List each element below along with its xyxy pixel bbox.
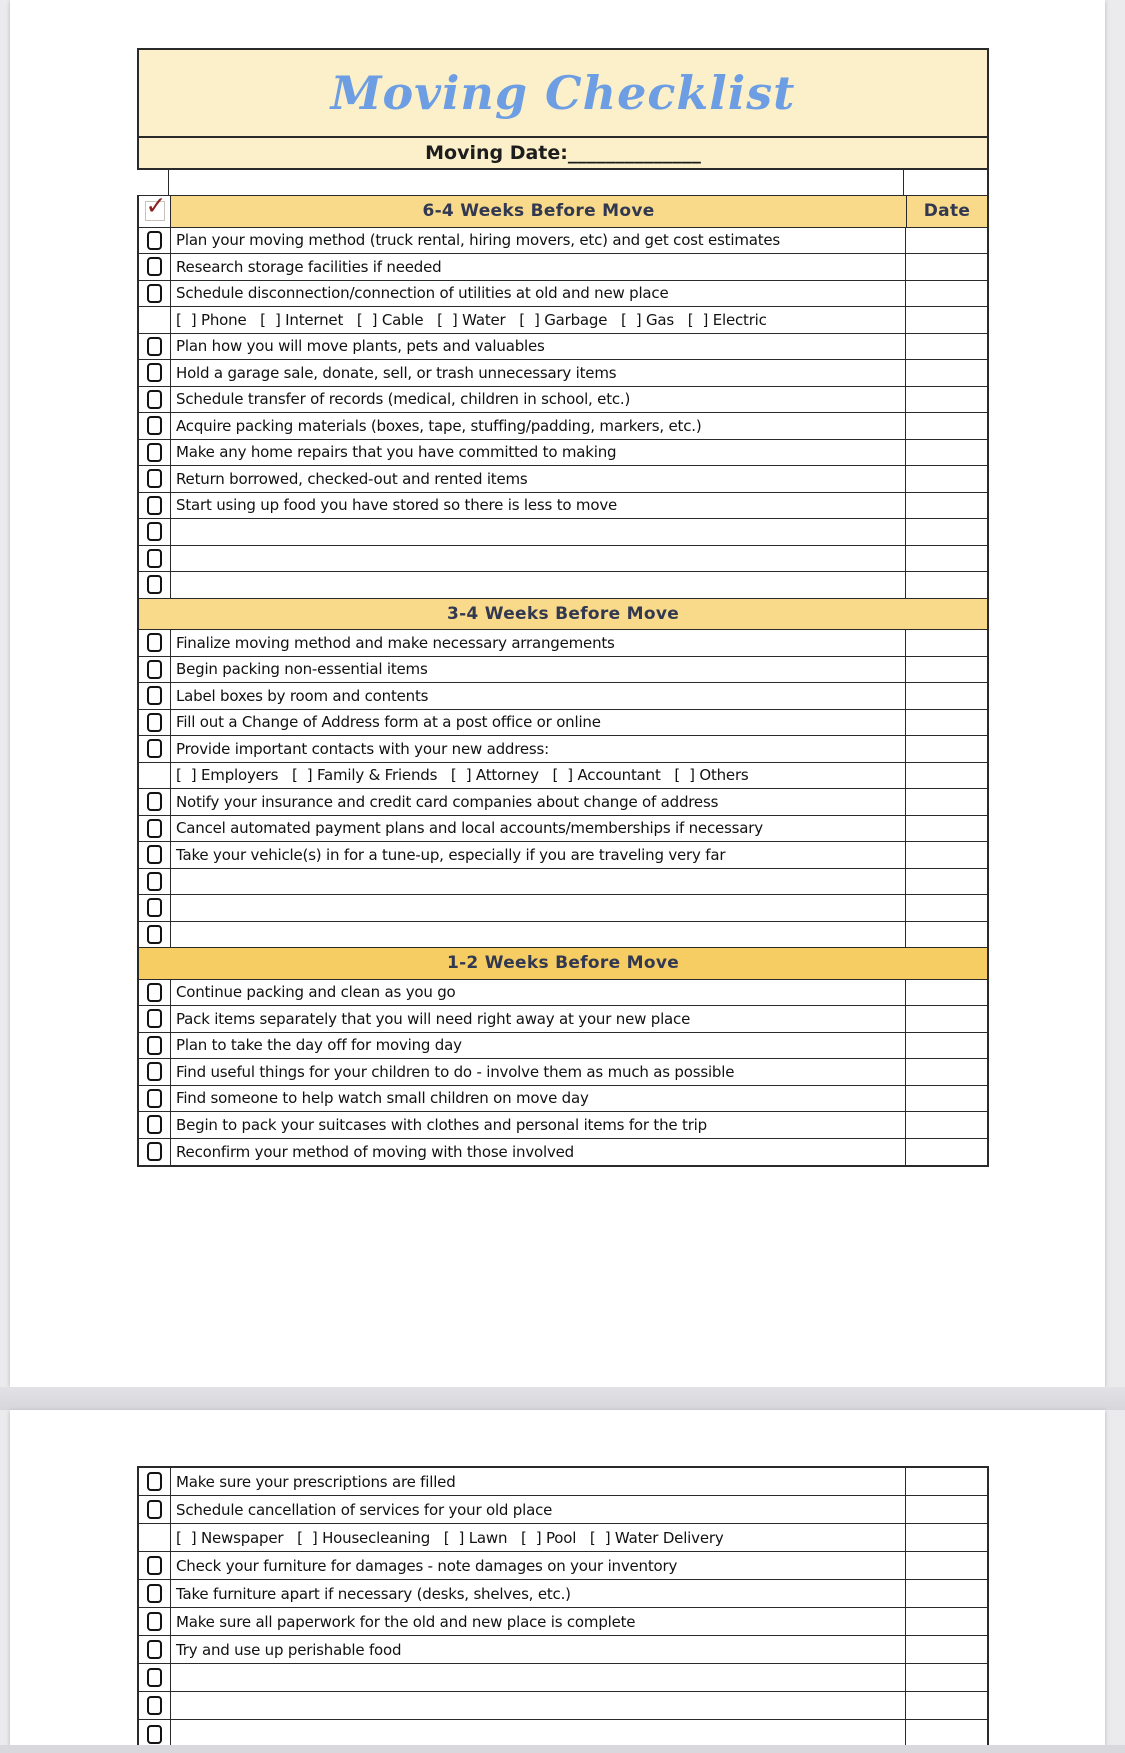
task-label [171,869,906,895]
date-cell [906,630,987,656]
checkbox[interactable] [147,1612,162,1631]
checklist-row [139,1112,987,1139]
checklist-row [139,657,987,684]
checklist-row [139,572,987,599]
task-label: Hold a garage sale, donate, sell, or trash unnecessary items [171,360,906,386]
checkbox[interactable] [147,443,162,462]
checkbox[interactable] [147,522,162,541]
task-label: Plan your moving method (truck rental, hiring movers, etc) and get cost estimates [171,228,906,254]
task-label [171,1692,906,1719]
date-cell [906,922,987,948]
date-cell [906,736,987,762]
checkbox[interactable] [147,284,162,303]
task-label: Pack items separately that you will need right away at your new place [171,1006,906,1032]
date-cell [906,1139,987,1166]
checkbox[interactable] [147,739,162,758]
checkbox-cell [139,440,171,466]
checklist-row [139,1496,987,1524]
moving-checklist-table-page2 [137,1466,989,1750]
task-label: Make any home repairs that you have committed to making [171,440,906,466]
checklist-row [139,519,987,546]
date-cell [906,657,987,683]
task-label: Research storage facilities if needed [171,254,906,280]
checklist-row [139,842,987,869]
checkbox[interactable] [147,1472,162,1491]
checkbox[interactable] [147,1584,162,1603]
checkbox-cell [139,657,171,683]
task-label: Try and use up perishable food [171,1636,906,1663]
check-column-header-cell [139,191,171,227]
checkbox-cell [139,789,171,815]
section-title: 6-4 Weeks Before Move [422,201,655,222]
checkbox[interactable] [147,469,162,488]
checkbox[interactable] [147,1036,162,1055]
page-2 [10,1410,1105,1753]
task-label: Label boxes by room and contents [171,683,906,709]
page-1 [10,0,1105,1387]
date-cell [906,1006,987,1032]
checkbox-cell [139,1006,171,1032]
checklist-row [139,683,987,710]
date-column-header [906,196,987,227]
checklist-row [139,440,987,467]
date-cell [906,1636,987,1663]
date-cell [906,1580,987,1607]
task-label: Start using up food you have stored so there is less to move [171,493,906,519]
task-label: Return borrowed, checked-out and rented items [171,466,906,492]
task-label: Schedule disconnection/connection of utilities at old and new place [171,281,906,307]
checkbox[interactable] [147,1009,162,1028]
checklist-row [139,334,987,361]
checklist-row [139,710,987,737]
checkbox-cell [139,228,171,254]
checkbox-cell [139,1496,171,1523]
checklist-row [139,1580,987,1608]
checklist-row [139,1608,987,1636]
checklist-row [139,736,987,763]
page-gap [0,1387,1125,1410]
task-label: Provide important contacts with your new address: [171,736,906,762]
date-cell [906,1524,987,1551]
task-label: Take your vehicle(s) in for a tune-up, especially if you are traveling very far [171,842,906,868]
task-label [171,572,906,598]
date-cell [906,1468,987,1495]
checkbox-cell [139,546,171,572]
checkbox[interactable] [147,872,162,891]
date-cell [906,816,987,842]
checklist-row [139,630,987,657]
checkbox[interactable] [147,1062,162,1081]
checklist-row [139,281,987,308]
checkbox-cell [139,842,171,868]
checkbox-cell [139,387,171,413]
date-cell [906,334,987,360]
section-header-3-4-weeks-before-move [139,599,987,631]
date-cell [906,1496,987,1523]
date-cell [906,869,987,895]
checklist-title: Moving Checklist [330,66,796,120]
checklist-row [139,789,987,816]
checkbox-cell [139,1139,171,1166]
date-cell [906,1720,987,1748]
date-cell [906,842,987,868]
checkbox-cell [139,413,171,439]
checkbox[interactable] [147,1640,162,1659]
checkbox[interactable] [147,819,162,838]
checkbox[interactable] [147,660,162,679]
checklist-row [139,1006,987,1033]
date-cell [906,1059,987,1085]
checkbox-cell [139,1086,171,1112]
checkbox-cell [139,1664,171,1691]
task-label: Find someone to help watch small children on move day [171,1086,906,1112]
task-label: Make sure all paperwork for the old and new place is complete [171,1608,906,1635]
date-cell [906,228,987,254]
task-label: Plan to take the day off for moving day [171,1033,906,1059]
title-banner [137,48,989,138]
checklist-row [139,1720,987,1748]
date-cell [906,440,987,466]
task-label [171,519,906,545]
checkbox-cell [139,1692,171,1719]
checklist-sections [137,191,989,1167]
checkbox[interactable] [147,416,162,435]
red-check-icon: ✓ [145,191,167,221]
checkbox[interactable] [147,337,162,356]
date-cell [906,763,987,789]
checkbox-cell [139,1524,171,1551]
checkbox[interactable] [147,1725,162,1744]
checklist-row [139,1033,987,1060]
checklist-row [139,980,987,1007]
checkbox[interactable] [147,792,162,811]
checkbox-cell [139,1059,171,1085]
checkbox[interactable] [147,363,162,382]
task-label: Make sure your prescriptions are filled [171,1468,906,1495]
checkbox[interactable] [147,496,162,515]
spacer-date-cell [904,170,987,195]
checklist-row [139,228,987,255]
task-label [171,895,906,921]
section-title: 1-2 Weeks Before Move [446,953,680,974]
task-label: Fill out a Change of Address form at a post office or online [171,710,906,736]
date-cell [906,1112,987,1138]
checkbox-cell [139,572,171,598]
date-cell [906,387,987,413]
checkbox-cell [139,334,171,360]
checkbox[interactable] [147,1500,162,1519]
date-cell [906,1033,987,1059]
date-cell [906,493,987,519]
date-cell [906,360,987,386]
task-label [171,546,906,572]
task-label: Schedule cancellation of services for your old place [171,1496,906,1523]
checklist-row [139,1059,987,1086]
task-label [171,1720,906,1748]
task-label: Plan how you will move plants, pets and valuables [171,334,906,360]
checklist-row [139,466,987,493]
task-label: Cancel automated payment plans and local accounts/memberships if necessary [171,816,906,842]
checkbox[interactable] [147,633,162,652]
checkbox-cell [139,466,171,492]
checklist-row [139,254,987,281]
checklist-row [139,1086,987,1113]
checkbox-cell [139,1608,171,1635]
checklist-row [139,387,987,414]
task-label: Finalize moving method and make necessary arrangements [171,630,906,656]
date-cell [906,307,987,333]
moving-checklist-table-page1 [137,48,989,1167]
checklist-row [139,763,987,790]
checkbox-cell [139,1033,171,1059]
checkbox-cell [139,254,171,280]
checkbox-cell [139,630,171,656]
checkbox[interactable] [147,257,162,276]
date-cell [906,572,987,598]
checkbox[interactable] [147,898,162,917]
checklist-row [139,1636,987,1664]
checkbox-cell [139,1112,171,1138]
checkbox-cell [139,816,171,842]
date-cell [906,519,987,545]
checkbox-cell [139,736,171,762]
checklist-row [139,922,987,949]
date-cell [906,710,987,736]
checkbox[interactable] [147,1089,162,1108]
checkbox[interactable] [147,575,162,594]
checklist-row [139,413,987,440]
checkbox-cell [139,980,171,1006]
spacer-row [137,170,989,195]
checklist-row [139,1664,987,1692]
date-cell [906,895,987,921]
section-title: 3-4 Weeks Before Move [446,603,680,624]
task-label: Begin to pack your suitcases with clothes and personal items for the trip [171,1112,906,1138]
checkbox-cell [139,1580,171,1607]
date-cell [906,254,987,280]
checkbox[interactable] [147,686,162,705]
checklist-row [139,1139,987,1166]
task-label: [ ] Phone [ ] Internet [ ] Cable [ ] Water [ ] Garbage [ ] Gas [ ] Electric [171,307,906,333]
checklist-row [139,493,987,520]
checkbox[interactable] [147,983,162,1002]
task-label: Begin packing non-essential items [171,657,906,683]
checklist-row [139,869,987,896]
moving-date-field: Moving Date:______________ [425,142,701,164]
section-header-1-2-weeks-before-move [139,948,987,980]
task-label: [ ] Employers [ ] Family & Friends [ ] Attorney [ ] Accountant [ ] Others [171,763,906,789]
checkbox-cell [139,922,171,948]
checkbox-cell [139,710,171,736]
checkbox-cell [139,1468,171,1495]
date-cell [906,466,987,492]
checklist-row [139,360,987,387]
task-label: Find useful things for your children to do - involve them as much as possible [171,1059,906,1085]
checklist-row [139,1468,987,1496]
viewport-bottom-edge [0,1745,1125,1753]
checklist-row [139,307,987,334]
moving-date-row [137,138,989,170]
date-cell [906,683,987,709]
section-header-6-4-weeks-before-move [139,191,987,228]
date-cell [906,1608,987,1635]
checkbox-cell [139,1636,171,1663]
checkbox[interactable] [147,1115,162,1134]
check-icon-box [145,191,167,221]
task-label: Check your furniture for damages - note damages on your inventory [171,1552,906,1579]
checkbox[interactable] [147,925,162,944]
date-column-header-label: Date [923,201,971,222]
checkbox[interactable] [147,390,162,409]
date-cell [906,546,987,572]
task-label: [ ] Newspaper [ ] Housecleaning [ ] Lawn [ ] Pool [ ] Water Delivery [171,1524,906,1551]
task-label [171,922,906,948]
checkbox[interactable] [147,1668,162,1687]
checklist-row [139,1552,987,1580]
checkbox[interactable] [147,549,162,568]
checklist-row [139,895,987,922]
checkbox-cell [139,307,171,333]
date-cell [906,1692,987,1719]
checkbox[interactable] [147,231,162,250]
checkbox-cell [139,683,171,709]
task-label: Reconfirm your method of moving with those involved [171,1139,906,1166]
checkbox-cell [139,493,171,519]
checkbox-cell [139,519,171,545]
spacer-task-cell [169,170,904,195]
checkbox-cell [139,895,171,921]
date-cell [906,281,987,307]
checkbox[interactable] [147,713,162,732]
task-label: Take furniture apart if necessary (desks, shelves, etc.) [171,1580,906,1607]
checkbox-cell [139,281,171,307]
checklist-row [139,546,987,573]
checkbox[interactable] [147,1142,162,1161]
date-cell [906,1552,987,1579]
checkbox[interactable] [147,845,162,864]
checkbox-cell [139,1720,171,1748]
checkbox-cell [139,763,171,789]
checkbox-cell [139,1552,171,1579]
task-label [171,1664,906,1691]
date-cell [906,1664,987,1691]
checkbox[interactable] [147,1556,162,1575]
section-title-cell [171,196,906,227]
task-label: Acquire packing materials (boxes, tape, stuffing/padding, markers, etc.) [171,413,906,439]
checkbox-cell [139,869,171,895]
checkbox[interactable] [147,1696,162,1715]
checklist-row [139,1524,987,1552]
checklist-row [139,1692,987,1720]
task-label: Notify your insurance and credit card companies about change of address [171,789,906,815]
task-label: Continue packing and clean as you go [171,980,906,1006]
date-cell [906,980,987,1006]
date-cell [906,1086,987,1112]
checkbox-cell [139,360,171,386]
date-cell [906,789,987,815]
checklist-row [139,816,987,843]
task-label: Schedule transfer of records (medical, children in school, etc.) [171,387,906,413]
date-cell [906,413,987,439]
